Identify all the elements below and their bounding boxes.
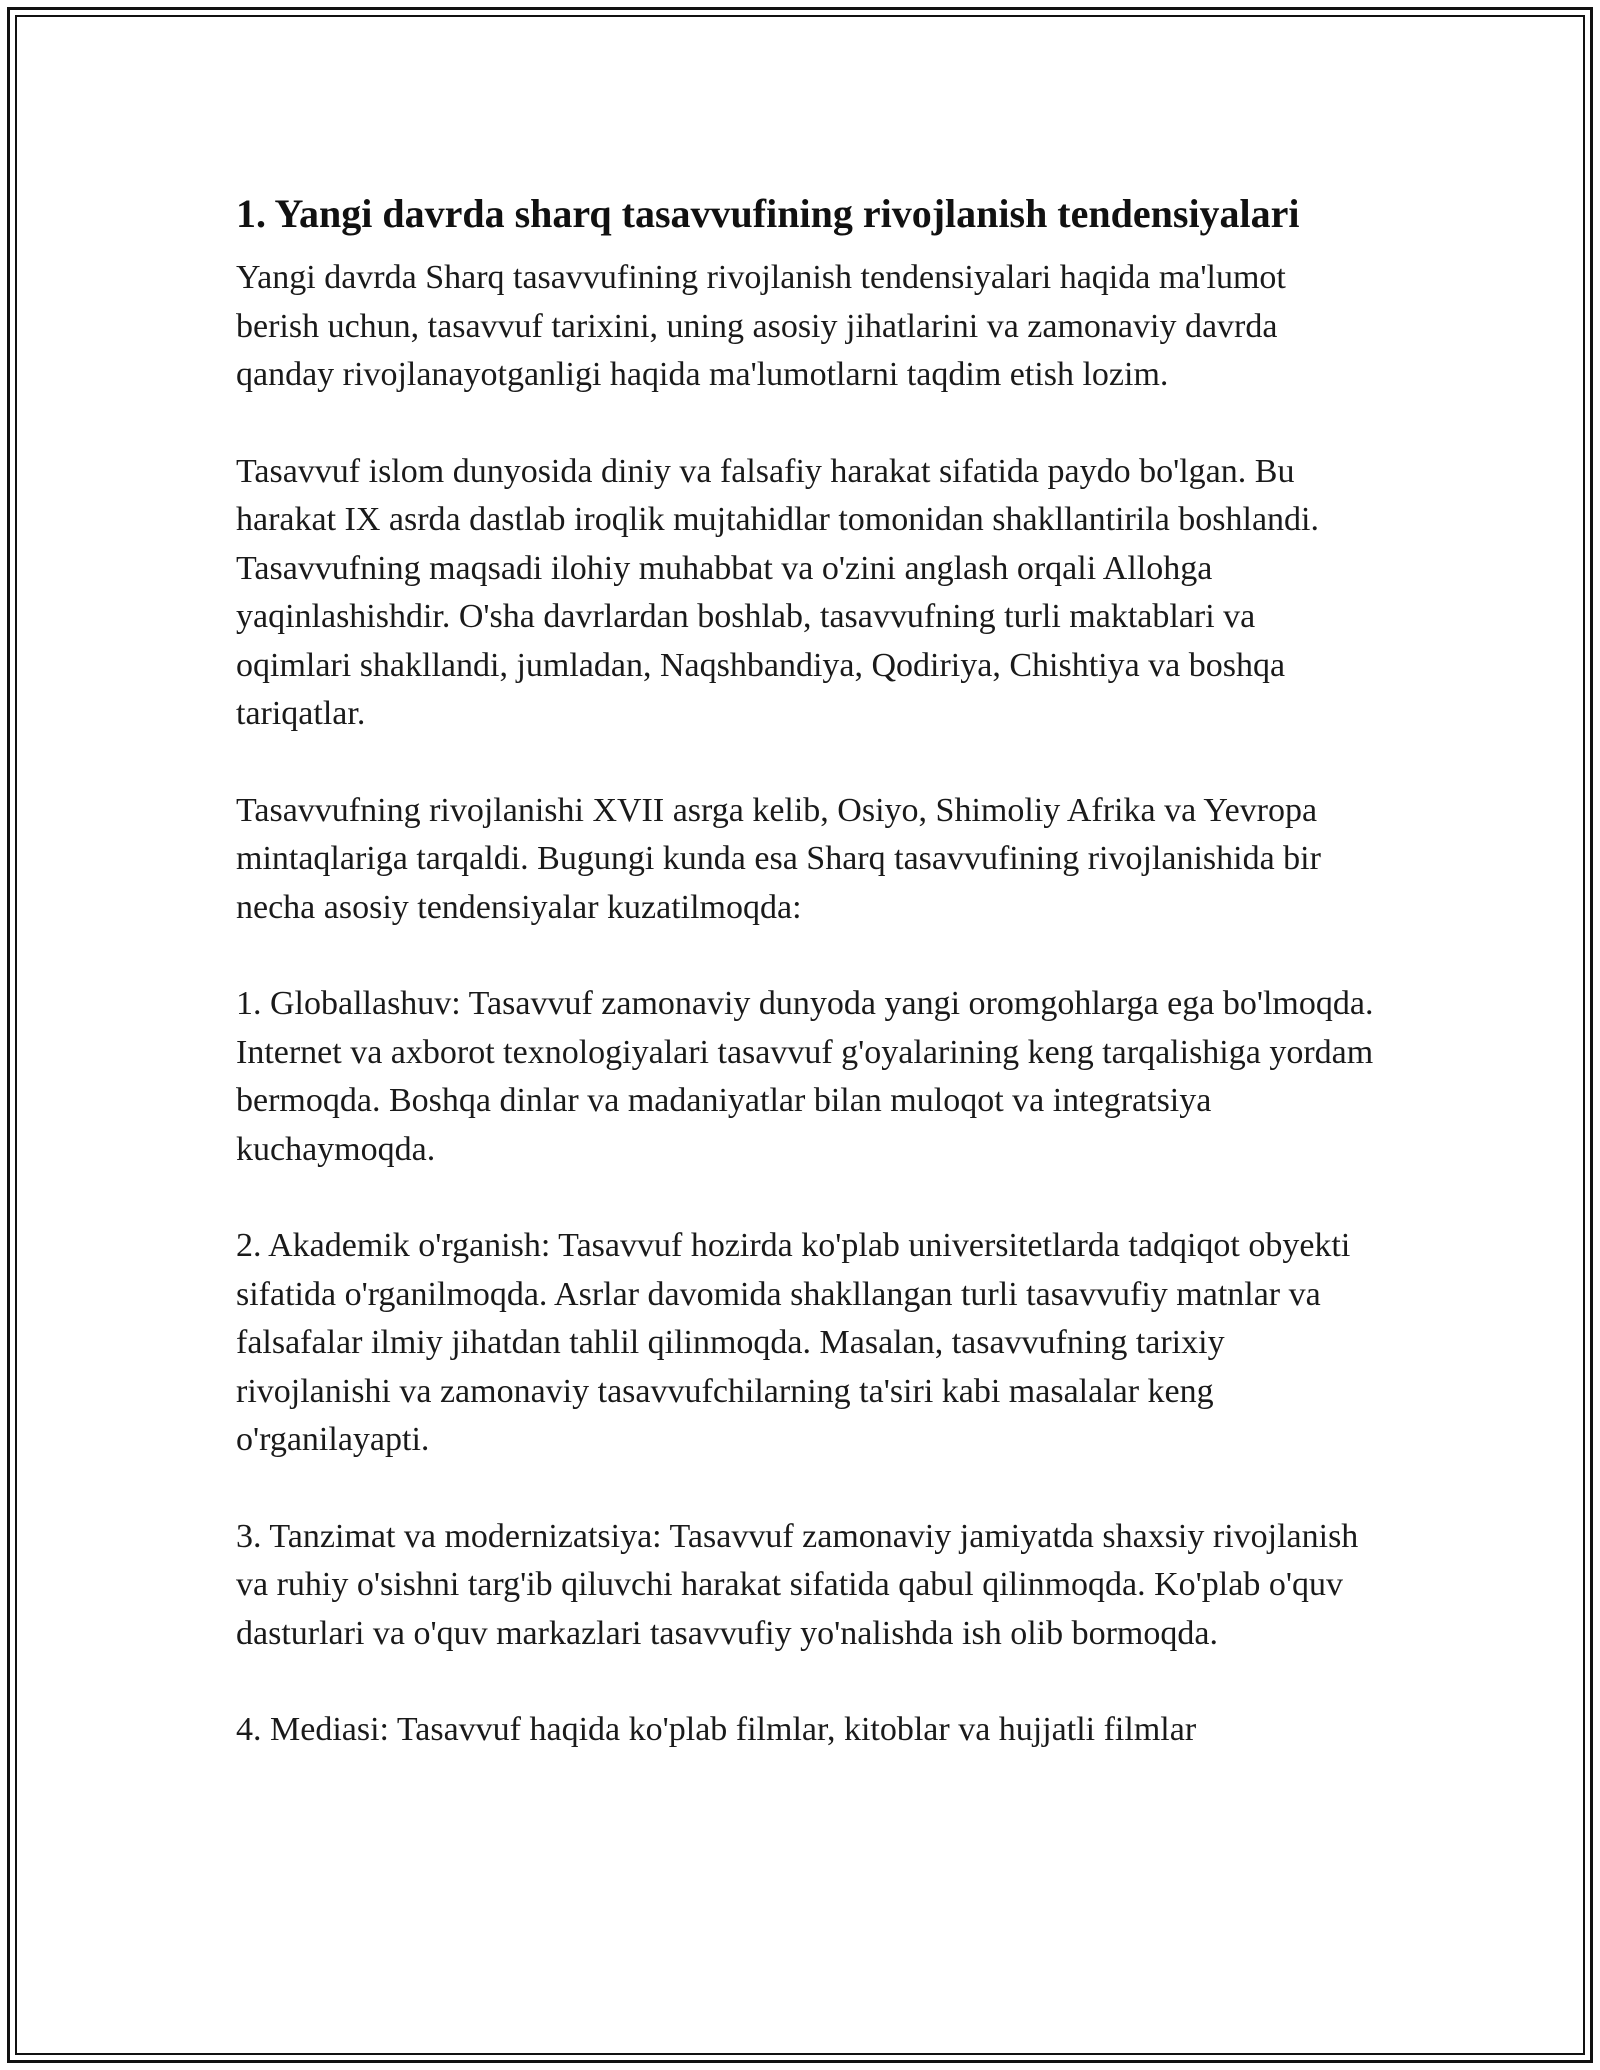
paragraph-media: 4. Mediasi: Tasavvuf haqida ko'plab filmlar, kitoblar va hujjatli filmlar: [236, 1711, 1197, 1748]
paragraph-globalization: 1. Globallashuv: Tasavvuf zamonaviy dunyoda yangi oromgohlarga ega bo'lmoqda. Internet va axborot texnologiyalari tasavvuf g'oyalarining keng tarqalishiga yordam bermoqda. Boshqa dinlar va madaniyatlar bilan muloqot va integratsiya kuchaymoqda.: [236, 985, 1374, 1168]
document-body: [236, 182, 1376, 1755]
paragraph-modernization: 3. Tanzimat va modernizatsiya: Tasavvuf zamonaviy jamiyatda shaxsiy rivojlanish va ruhiy o'sishni targ'ib qiluvchi harakat sifatida qabul qilinmoqda. Ko'plab o'quv dasturlari va o'quv markazlari tasavvufiy yo'nalishda ish olib bormoqda.: [236, 1517, 1359, 1652]
page-title: 1. Yangi davrda sharq tasavvufining rivojlanish tendensiyalari: [236, 191, 1300, 236]
paragraph-spread: Tasavvufning rivojlanishi XVII asrga kelib, Osiyo, Shimoliy Afrika va Yevropa mintaqlariga tarqaldi. Bugungi kunda esa Sharq tasavvufining rivojlanishida bir necha asosiy tendensiyalar kuzatilmoqda:: [236, 791, 1321, 926]
paragraph-intro: Yangi davrda Sharq tasavvufining rivojlanish tendensiyalari haqida ma'lumot berish uchun, tasavvuf tarixini, uning asosiy jihatlarini va zamonaviy davrda qanday rivojlanayotganligi haqida ma'lumotlarni taqdim etish lozim.: [236, 259, 1286, 393]
paragraph-academic-study: 2. Akademik o'rganish: Tasavvuf hozirda ko'plab universitetlarda tadqiqot obyekti sifatida o'rganilmoqda. Asrlar davomida shakllangan turli tasavvufiy matnlar va falsafalar ilmiy jihatdan tahlil qilinmoqda. Masalan, tasavvufning tarixiy rivojlanishi va zamonaviy tasavvufchilarning ta'siri kabi masalalar keng o'rganilayapti.: [236, 1227, 1351, 1458]
paragraph-history: Tasavvuf islom dunyosida diniy va falsafiy harakat sifatida paydo bo'lgan. Bu harakat IX asrda dastlab iroqlik mujtahidlar tomonidan shakllantirila boshlandi. Tasavvufning maqsadi ilohiy muhabbat va o'zini anglash orqali Allohga yaqinlashishdir. O'sha davrlardan boshlab, tasavvufning turli maktablari va oqimlari shakllandi, jumladan, Naqshbandiya, Qodiriya, Chishtiya va boshqa tariqatlar.: [236, 452, 1320, 732]
